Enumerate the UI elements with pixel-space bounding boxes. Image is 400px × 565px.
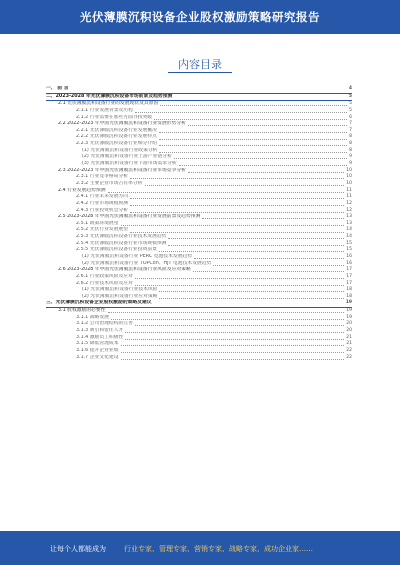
toc-entry-label: 3.1.5 降低管理成本 — [76, 341, 119, 347]
toc-entry-page: 21 — [346, 341, 352, 347]
toc-leader-dots — [121, 225, 345, 226]
toc-leader-dots — [130, 212, 344, 213]
toc-entry-label: 3.1.2 公司治理结构的完善 — [76, 321, 133, 327]
toc-entry-page: 5 — [349, 101, 352, 107]
toc-leader-dots — [111, 319, 344, 320]
toc-entry-page: 4 — [348, 85, 352, 91]
toc-leader-dots — [188, 172, 344, 173]
toc-entry-label: 2.6 2023-2028 年中国光伏薄膜沉积设备行业风险及应对策略 — [58, 267, 191, 273]
toc-leader-dots — [179, 165, 347, 166]
toc-entry-page: 19 — [346, 308, 352, 314]
toc-entry-label: 2.5.3 光伏薄膜沉积设备行业技术发展趋势 — [76, 234, 167, 240]
toc-leader-dots — [159, 139, 347, 140]
toc-entry-page: 12 — [346, 207, 352, 213]
toc-entry-page: 21 — [346, 334, 352, 340]
toc-entry-label: 2.5.4 光伏薄膜沉积设备行业市场规模预测 — [76, 240, 167, 246]
toc-entry-page: 10 — [346, 167, 352, 173]
toc-entry[interactable] — [46, 301, 352, 309]
toc-leader-dots — [160, 105, 347, 106]
toc-leader-dots — [194, 258, 344, 259]
toc-entry-page: 18 — [346, 293, 352, 299]
toc-leader-dots — [108, 312, 345, 313]
toc-entry-label: (2) 光伏薄膜沉积设备行业上游产业链分析 — [82, 154, 172, 160]
toc-leader-dots — [130, 205, 344, 206]
toc-entry[interactable] — [46, 86, 352, 94]
toc-entry-page: 17 — [346, 273, 352, 279]
toc-entry-page: 16 — [346, 254, 352, 259]
toc-entry-label: 2.5.5 光伏薄膜沉积设备行业投资前景 — [76, 247, 157, 253]
toc-entry-label: 2.6.1 行业政策风险及应对 — [76, 273, 133, 279]
toc-entry-page: 5 — [348, 93, 352, 99]
toc-leader-dots — [159, 291, 344, 292]
toc-entry-page: 22 — [346, 347, 352, 353]
toc-leader-dots — [108, 192, 345, 193]
toc-entry-label: 3.1.3 吸引和留住人才 — [76, 328, 124, 334]
toc-entry-label: 2.5.2 光伏行业发展展望 — [76, 227, 129, 233]
toc-leader-dots — [135, 325, 344, 326]
toc-entry-label: (1) 光伏薄膜沉积设备行业 PERC 电池技术发展趋势 — [82, 254, 193, 259]
toc-leader-dots — [188, 125, 347, 126]
toc-entry-page: 16 — [346, 260, 352, 266]
toc-leader-dots — [213, 265, 344, 266]
toc-entry-page: 10 — [346, 174, 352, 180]
toc-leader-dots — [121, 345, 345, 346]
toc-entry-page: 9 — [349, 154, 352, 160]
toc-entry-label: 2.4.3 行业投资机会分析 — [76, 207, 129, 213]
toc-entry-label: (1) 光伏薄膜沉积设备行业技术风险 — [82, 287, 158, 293]
toc-leader-dots — [130, 198, 344, 199]
toc-entry-label: 3.1.1 战略发展 — [76, 314, 109, 320]
toc-entry-label: 2.2.3 光伏薄膜沉积设备行业细分介绍 — [76, 141, 157, 147]
toc-leader-dots — [135, 285, 344, 286]
toc-leader-dots — [121, 359, 345, 360]
toc-leader-dots — [159, 251, 344, 252]
toc-entry-label: 二、2023-2028 年光伏薄膜沉积设备市场前景及趋势预测 — [46, 93, 173, 99]
toc-entry-label: 2.2 2022-2023 年中国光伏薄膜沉积设备行业发展形势分析 — [58, 121, 186, 127]
toc-entry-page: 7 — [349, 127, 352, 133]
toc-leader-dots — [159, 152, 347, 153]
toc-entry-label: 3.1.4 激励员工积极性 — [76, 334, 124, 340]
toc-entry-page: 12 — [346, 200, 352, 206]
toc-leader-dots — [159, 145, 347, 146]
toc-entry-label: 2.1.1 行业发展背景及历程 — [76, 107, 133, 113]
toc-entry-label: 2.4.2 行业市场规模预测 — [76, 200, 129, 206]
toc-leader-dots — [202, 218, 344, 219]
toc-leader-dots — [174, 158, 347, 159]
toc-entry-page: 8 — [349, 141, 352, 147]
toc-leader-dots — [130, 178, 344, 179]
toc-entry-page: 11 — [346, 187, 352, 193]
toc-heading: 内容目录 — [178, 58, 222, 71]
toc-entry-page: 11 — [346, 194, 352, 200]
toc-entry-label: 三、光伏薄膜沉积设备企业股权激励的策略及建议 — [46, 300, 152, 306]
toc-entry-page: 13 — [346, 214, 352, 220]
toc-entry-page: 18 — [346, 287, 352, 293]
toc-entry-page: 17 — [346, 267, 352, 273]
toc-entry-label: 2.2.1 光伏薄膜沉积设备行业发展概况 — [76, 127, 157, 133]
toc-entry-label: 2.4 行业发展趋势预测 — [58, 187, 106, 193]
toc-leader-dots — [135, 278, 344, 279]
toc-entry-page: 19 — [345, 300, 352, 306]
table-of-contents — [46, 86, 352, 361]
toc-entry-label: 2.3.1 行业竞争格局分析 — [76, 174, 129, 180]
toc-entry-label: 2.3 2022-2023 年中国光伏薄膜沉积设备行业市场竞争分析 — [58, 167, 186, 173]
toc-entry-label: 3.1.6 提升企业业绩 — [76, 347, 119, 353]
toc-entry-page: 14 — [346, 227, 352, 233]
toc-entry[interactable] — [46, 355, 352, 362]
toc-entry-label: 2.6.2 行业技术风险及应对 — [76, 280, 133, 286]
toc-entry-page: 5 — [349, 107, 352, 113]
toc-entry-page: 15 — [346, 247, 352, 253]
toc-entry-label: (1) 光伏薄膜沉积设备行业政策分析 — [82, 147, 158, 153]
toc-entry-label: 2.1 光伏薄膜沉积设备行业的发展现状及其原因 — [58, 101, 159, 107]
toc-leader-dots — [130, 232, 344, 233]
footer-roles: 行业专家、管理专家、营销专家、战略专家、成功企业家…… — [124, 545, 313, 553]
page-footer — [0, 531, 400, 565]
toc-heading-underline — [168, 72, 232, 73]
toc-leader-dots — [154, 119, 347, 120]
toc-leader-dots — [159, 132, 347, 133]
toc-entry-page: 10 — [346, 180, 352, 186]
toc-entry-label: 一、 前 言 — [46, 85, 69, 91]
toc-entry-page: 20 — [346, 321, 352, 327]
toc-entry-label: 2.5.1 政策环境展望 — [76, 220, 119, 226]
toc-entry-page: 8 — [349, 134, 352, 140]
toc-leader-dots — [168, 245, 344, 246]
toc-entry-page: 9 — [349, 161, 352, 167]
toc-entry-page: 8 — [349, 147, 352, 153]
toc-entry-label: 2.5 2023-2028 年中国光伏薄膜沉积设备行业发展前景及趋势预测 — [58, 214, 201, 220]
toc-leader-dots — [125, 332, 344, 333]
toc-entry-page: 7 — [349, 121, 352, 127]
toc-entry-page: 14 — [346, 234, 352, 240]
toc-entry-page: 20 — [346, 328, 352, 334]
toc-entry-page: 19 — [346, 314, 352, 320]
toc-entry-page: 22 — [346, 354, 352, 360]
toc-entry-label: 2.4.1 行业未来发展方向 — [76, 194, 129, 200]
toc-leader-dots — [168, 238, 344, 239]
report-title: 光伏薄膜沉积设备企业股权激励策略研究报告 — [80, 10, 320, 24]
toc-leader-dots — [121, 352, 345, 353]
toc-entry-label: 2.1.2 行业需要在那些方面寻找突破 — [76, 114, 153, 120]
toc-entry-page: 6 — [349, 114, 352, 120]
toc-leader-dots — [193, 271, 345, 272]
footer-slogan: 让每个人都能成为 — [50, 545, 106, 553]
toc-entry-page: 17 — [346, 280, 352, 286]
toc-entry-page: 13 — [346, 220, 352, 226]
toc-entry-label: (2) 光伏薄膜沉积设备行业应对策略 — [82, 293, 158, 299]
toc-entry-label: 3.1 股权激励的必要性 — [58, 308, 106, 314]
toc-entry[interactable] — [46, 94, 352, 102]
toc-leader-dots — [145, 185, 345, 186]
toc-entry-label: 3.1.7 企业文化建设 — [76, 354, 119, 360]
toc-leader-dots — [159, 298, 344, 299]
toc-entry-label: (3) 光伏薄膜沉积设备行业下游市场需求分析 — [82, 161, 177, 167]
toc-entry-label: 2.2.2 光伏薄膜沉积设备行业发展特点 — [76, 134, 157, 140]
page-header — [0, 0, 400, 34]
toc-entry-label: 2.3.2 主要企业市场占有率分析 — [76, 180, 143, 186]
toc-leader-dots — [135, 112, 347, 113]
toc-entry-page: 15 — [346, 240, 352, 246]
toc-leader-dots — [125, 339, 344, 340]
toc-entry-label: (2) 光伏薄膜沉积设备行业 TOPCon、HJT 电池技术发展趋势 — [82, 260, 212, 266]
